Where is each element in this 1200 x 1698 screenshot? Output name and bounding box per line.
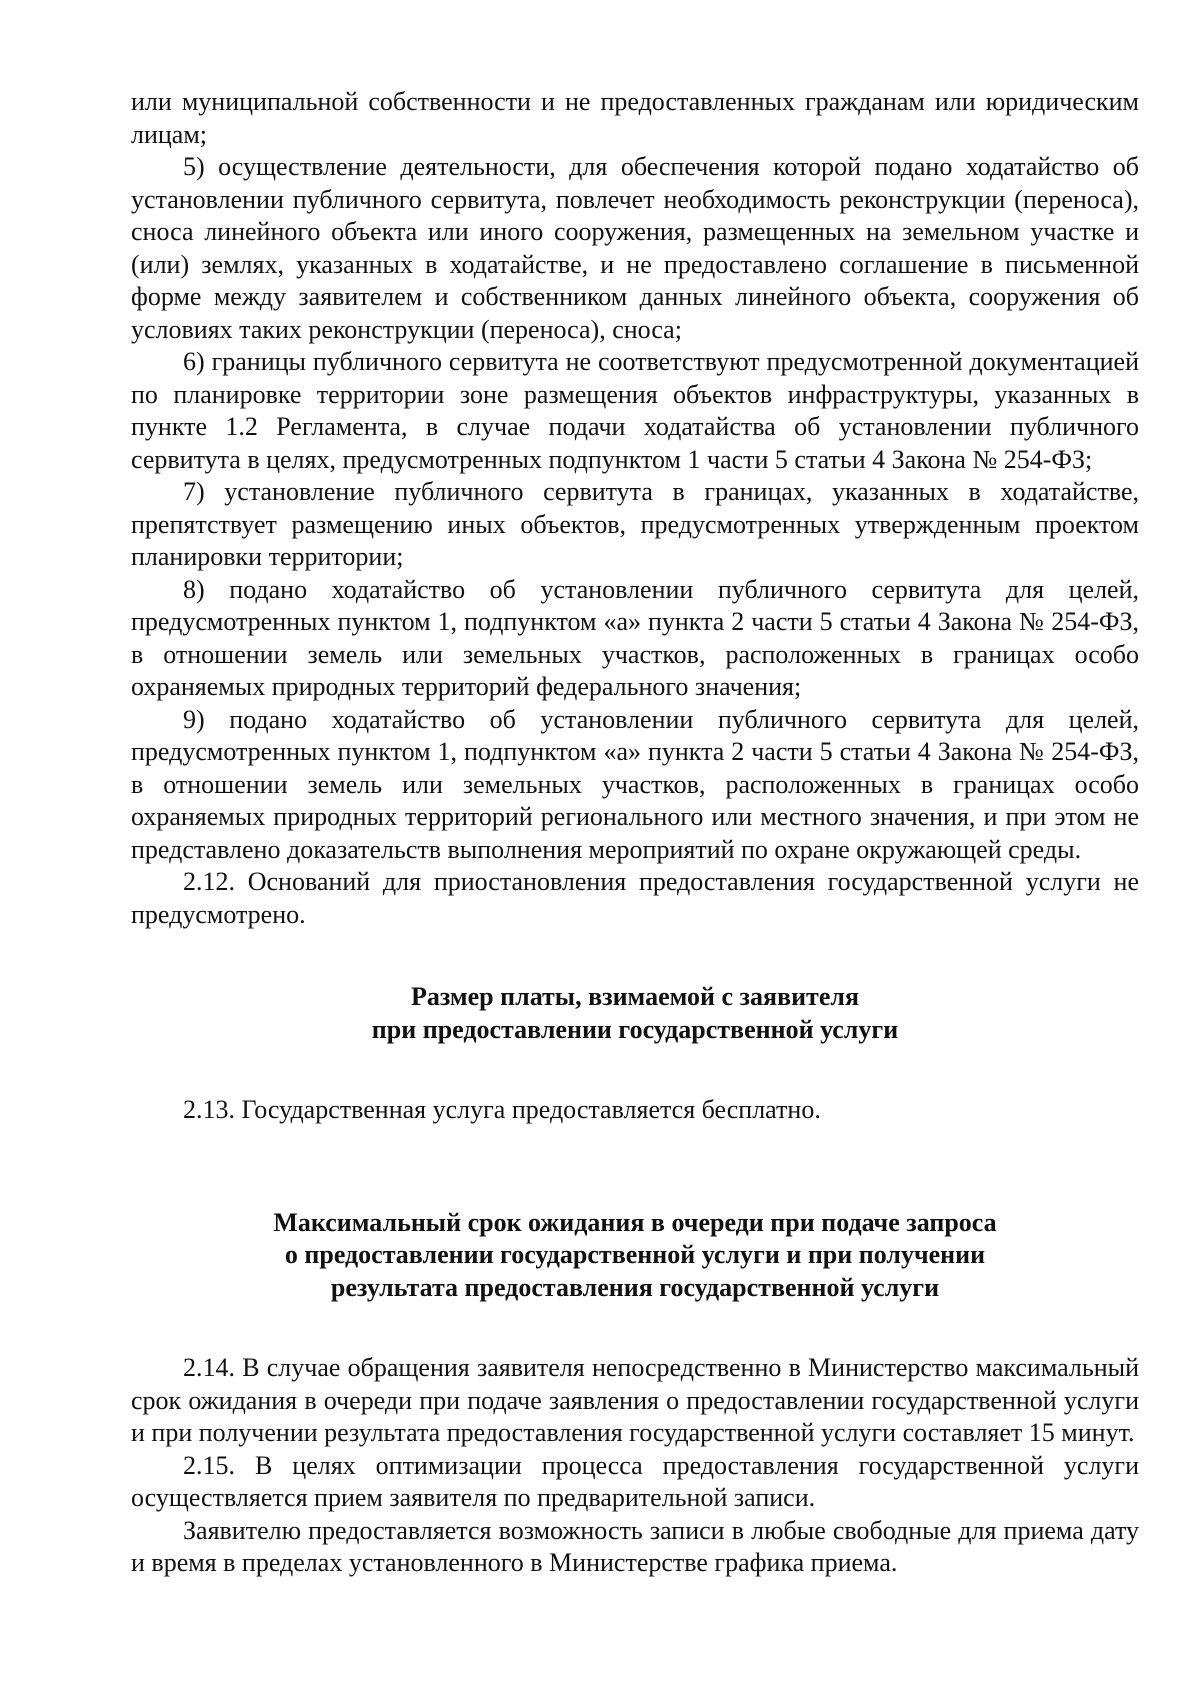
paragraph-item-8: 8) подано ходатайство об установлении публичного сервитута для целей, предусмотренных пунктом 1, подпунктом «а» пункта 2 части 5 статьи 4 Закона № 254-ФЗ, в отношении земель или земельных участков, расположенных в границах особо охраняемых природных территорий федерального значения; <box>131 574 1139 701</box>
heading-line: о предоставлении государственной услуги и при получении <box>284 1240 986 1269</box>
paragraph-2-15: 2.15. В целях оптимизации процесса предоставления государственной услуги осуществляется прием заявителя по предварительной записи. <box>131 1450 1139 1512</box>
heading-line: Размер платы, взимаемой с заявителя <box>410 982 860 1011</box>
paragraph-item-6: 6) границы публичного сервитута не соответствуют предусмотренной документацией по планировке территории зоне размещения объектов инфраструктуры, указанных в пункте 1.2 Регламента, в случае подачи ходатайства об установлении публичного сервитута в целях, предусмотренных подпунктом 1 части 5 статьи 4 Закона № 254-ФЗ; <box>131 347 1139 474</box>
section-heading-wait-time <box>131 1207 1139 1305</box>
heading-line: Максимальный срок ожидания в очереди при подаче запроса <box>273 1207 997 1237</box>
paragraph-item-7: 7) установление публичного сервитута в границах, указанных в ходатайстве, препятствует размещению иных объектов, предусмотренных утвержденным проектом планировки территории; <box>131 477 1139 571</box>
paragraph-2-13: 2.13. Государственная услуга предоставляется бесплатно. <box>183 1095 821 1124</box>
document-page <box>131 86 1139 1580</box>
section-heading-fee <box>131 981 1139 1046</box>
heading-line: результата предоставления государственной услуги <box>330 1272 940 1302</box>
paragraph-2-14: 2.14. В случае обращения заявителя непосредственно в Министерство максимальный срок ожидания в очереди при подаче заявления о предоставлении государственной услуги и при получении результата предоставления государственной услуги составляет 15 минут. <box>131 1353 1139 1447</box>
paragraph-continuation: или муниципальной собственности и не предоставленных гражданам или юридическим лицам; <box>131 87 1139 149</box>
paragraph-item-9: 9) подано ходатайство об установлении публичного сервитута для целей, предусмотренных пунктом 1, подпунктом «а» пункта 2 части 5 статьи 4 Закона № 254-ФЗ, в отношении земель или земельных участков, расположенных в границах особо охраняемых природных территорий регионального или местного значения, и при этом не представлено доказательств выполнения мероприятий по охране окружающей среды. <box>131 704 1139 864</box>
heading-line: при предоставлении государственной услуги <box>371 1014 899 1044</box>
paragraph-appointment: Заявителю предоставляется возможность записи в любые свободные для приема дату и время в пределах установленного в Министерстве графика приема. <box>131 1515 1139 1577</box>
paragraph-2-12: 2.12. Оснований для приостановления предоставления государственной услуги не предусмотрено. <box>131 867 1139 929</box>
paragraph-item-5: 5) осуществление деятельности, для обеспечения которой подано ходатайство об установлении публичного сервитута, повлечет необходимость реконструкции (переноса), сноса линейного объекта или иного сооружения, размещенных на земельном участке и (или) землях, указанных в ходатайстве, и не предоставлено соглашение в письменной форме между заявителем и собственником данных линейного объекта, сооружения об условиях таких реконструкции (переноса), сноса; <box>131 152 1139 344</box>
